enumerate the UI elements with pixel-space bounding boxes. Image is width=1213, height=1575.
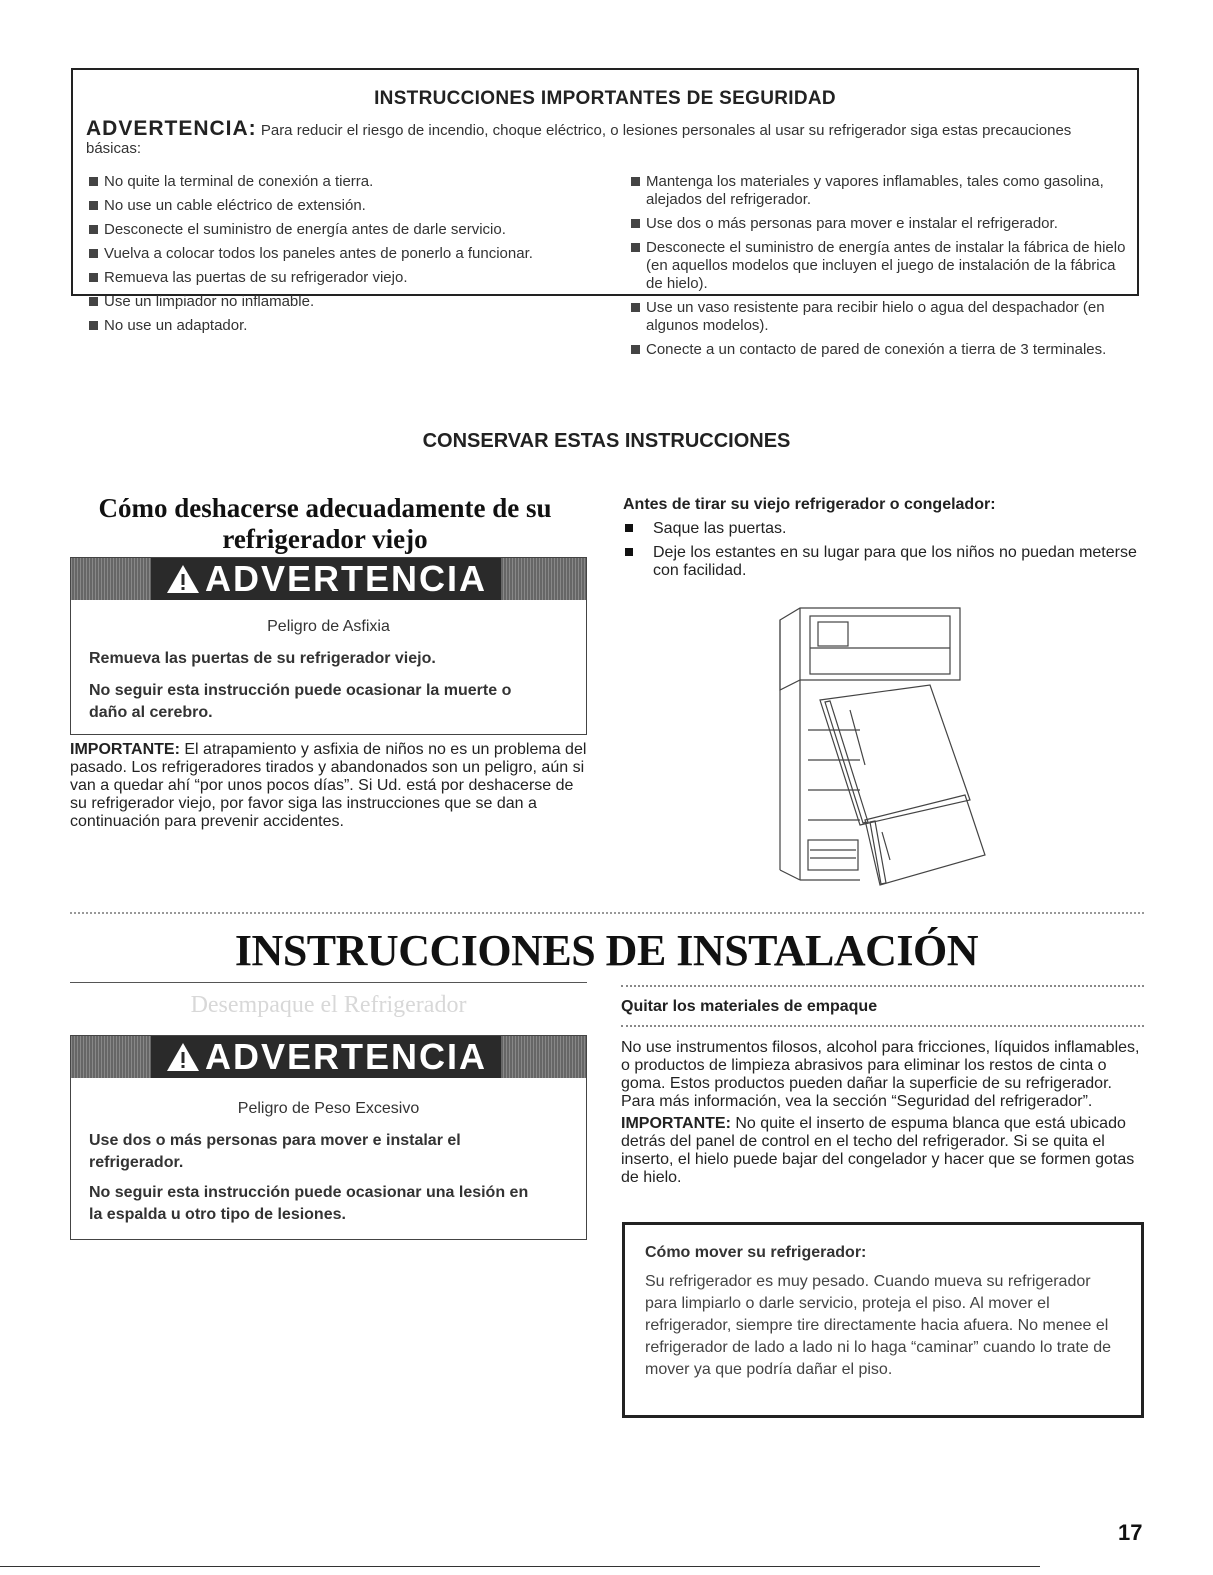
bullet-square-icon xyxy=(89,201,98,210)
bullet-square-icon xyxy=(89,225,98,234)
list-item: No use un cable eléctrico de extensión. xyxy=(86,197,606,215)
bullet-square-icon xyxy=(89,273,98,282)
bullet-square-icon xyxy=(89,321,98,330)
warning-triangle-icon xyxy=(165,563,201,595)
bullet-square-icon xyxy=(89,297,98,306)
list-item: Desconecte el suministro de energía antes de darle servicio. xyxy=(86,221,606,239)
bullet-square-icon xyxy=(631,303,640,312)
before-disposal-section xyxy=(623,496,1138,586)
weight-warning-box xyxy=(70,1035,587,1240)
packaging-text xyxy=(621,1039,1144,1191)
list-item: No use un adaptador. xyxy=(86,317,606,335)
bullet-square-icon xyxy=(631,177,640,186)
safety-instructions-box xyxy=(71,68,1139,358)
page-number: 17 xyxy=(1118,1520,1143,1545)
warning-triangle-icon xyxy=(165,1041,201,1073)
moving-title: Cómo mover su refrigerador: xyxy=(645,1244,867,1261)
bullet-square-icon xyxy=(625,524,633,532)
moving-text: Su refrigerador es muy pesado. Cuando mueva su refrigerador para limpiarlo o darle servicio, proteja el piso. Al mover el refrigerador, siempre tire directamente hacia afuera. No menee el refrigerador de lado a lado ni lo haga “caminar” cuando lo trate de mover ya que podría dañar el piso. xyxy=(645,1273,1112,1378)
divider xyxy=(621,1025,1144,1027)
remove-packaging-heading: Quitar los materiales de empaque xyxy=(621,998,878,1015)
bullet-square-icon xyxy=(631,219,640,228)
important-text: El atrapamiento y asfixia de niños no es un problema del pasado. Los refrigeradores tirados y abandonados son un peligro, aún si van a quedar ahí “por unos pocos días”. Si Ud. está por deshacerse de su refrigerador viejo, por favor siga las instrucciones que se dan a continuación para prevenir accidentes. xyxy=(70,741,587,830)
safety-intro xyxy=(86,117,1126,158)
important-label: IMPORTANTE: xyxy=(70,741,180,758)
disposal-important-note xyxy=(70,741,590,831)
list-item: Use dos o más personas para mover e instalar el refrigerador. xyxy=(628,215,1128,233)
list-item: Remueva las puertas de su refrigerador viejo. xyxy=(86,269,606,287)
before-disposal-title: Antes de tirar su viejo refrigerador o congelador: xyxy=(623,496,996,513)
bullet-square-icon xyxy=(631,345,640,354)
important-text: No quite el inserto de espuma blanca que está ubicado detrás del panel de control en el techo del refrigerador. Si se quita el inserto, el hielo puede bajar del congelador y hacer que se formen gotas de hielo. xyxy=(621,1115,1135,1186)
warning-label: ADVERTENCIA xyxy=(151,558,501,600)
refrigerator-illustration-icon xyxy=(770,600,1000,890)
packaging-paragraph: No use instrumentos filosos, alcohol para fricciones, líquidos inflamables, o productos de limpieza abrasivos para eliminar los restos de cinta o goma. Estos productos pueden dañar la superficie de su refrigerador. Para más información, vea la sección “Seguridad del refrigerador”. xyxy=(621,1039,1140,1110)
moving-refrigerator-box xyxy=(622,1222,1144,1418)
installation-title: INSTRUCCIONES DE INSTALACIÓN xyxy=(234,926,979,975)
section-divider xyxy=(70,912,1144,914)
bullet-square-icon xyxy=(631,243,640,252)
list-item: Desconecte el suministro de energía antes de instalar la fábrica de hielo (en aquellos modelos que incluyen el juego de instalación de la fábrica de hielo). xyxy=(628,239,1128,293)
safety-title: INSTRUCCIONES IMPORTANTES DE SEGURIDAD xyxy=(374,88,836,109)
safety-right-list xyxy=(628,173,1128,365)
warning-line-2: No seguir esta instrucción puede ocasionar la muerte o daño al cerebro. xyxy=(89,682,512,721)
safety-intro-text: Para reducir el riesgo de incendio, choque eléctrico, o lesiones personales al usar su refrigerador siga estas precauciones básicas: xyxy=(86,122,1072,157)
list-item: Deje los estantes en su lugar para que los niños no puedan meterse con facilidad. xyxy=(623,544,1138,580)
asphyxia-warning-box xyxy=(70,557,587,735)
warning-subtitle: Peligro de Peso Excesivo xyxy=(237,1100,420,1117)
warning-subtitle: Peligro de Asfixia xyxy=(267,618,390,635)
warning-line-2: No seguir esta instrucción puede ocasionar una lesión en la espalda u otro tipo de lesiones. xyxy=(89,1184,529,1223)
safety-left-list xyxy=(86,173,606,341)
warning-header xyxy=(71,1036,586,1078)
important-label: IMPORTANTE: xyxy=(621,1115,731,1132)
list-item: No quite la terminal de conexión a tierra. xyxy=(86,173,606,191)
warning-line-1: Remueva las puertas de su refrigerador viejo. xyxy=(89,650,436,667)
list-item: Use un vaso resistente para recibir hielo o agua del despachador (en algunos modelos). xyxy=(628,299,1128,335)
list-item: Mantenga los materiales y vapores inflamables, tales como gasolina, alejados del refrigerador. xyxy=(628,173,1128,209)
disposal-heading: Cómo deshacerse adecuadamente de su refrigerador viejo xyxy=(98,493,552,554)
list-item: Use un limpiador no inflamable. xyxy=(86,293,606,311)
keep-instructions-footer: CONSERVAR ESTAS INSTRUCCIONES xyxy=(422,430,791,452)
unpack-heading: Desempaque el Refrigerador xyxy=(190,992,467,1018)
bullet-square-icon xyxy=(89,249,98,258)
packaging-important xyxy=(621,1115,1144,1187)
bullet-square-icon xyxy=(625,548,633,556)
list-item: Vuelva a colocar todos los paneles antes de ponerlo a funcionar. xyxy=(86,245,606,263)
bullet-square-icon xyxy=(89,177,98,186)
warning-header xyxy=(71,558,586,600)
warning-line-1: Use dos o más personas para mover e instalar el refrigerador. xyxy=(89,1132,461,1171)
list-item: Conecte a un contacto de pared de conexión a tierra de 3 terminales. xyxy=(628,341,1128,359)
divider xyxy=(621,985,1144,987)
warning-label: ADVERTENCIA xyxy=(151,1036,501,1078)
warning-word: ADVERTENCIA: xyxy=(86,117,257,140)
before-disposal-list xyxy=(623,520,1138,580)
divider xyxy=(0,1566,1040,1567)
divider xyxy=(70,982,587,983)
list-item: Saque las puertas. xyxy=(623,520,1138,538)
